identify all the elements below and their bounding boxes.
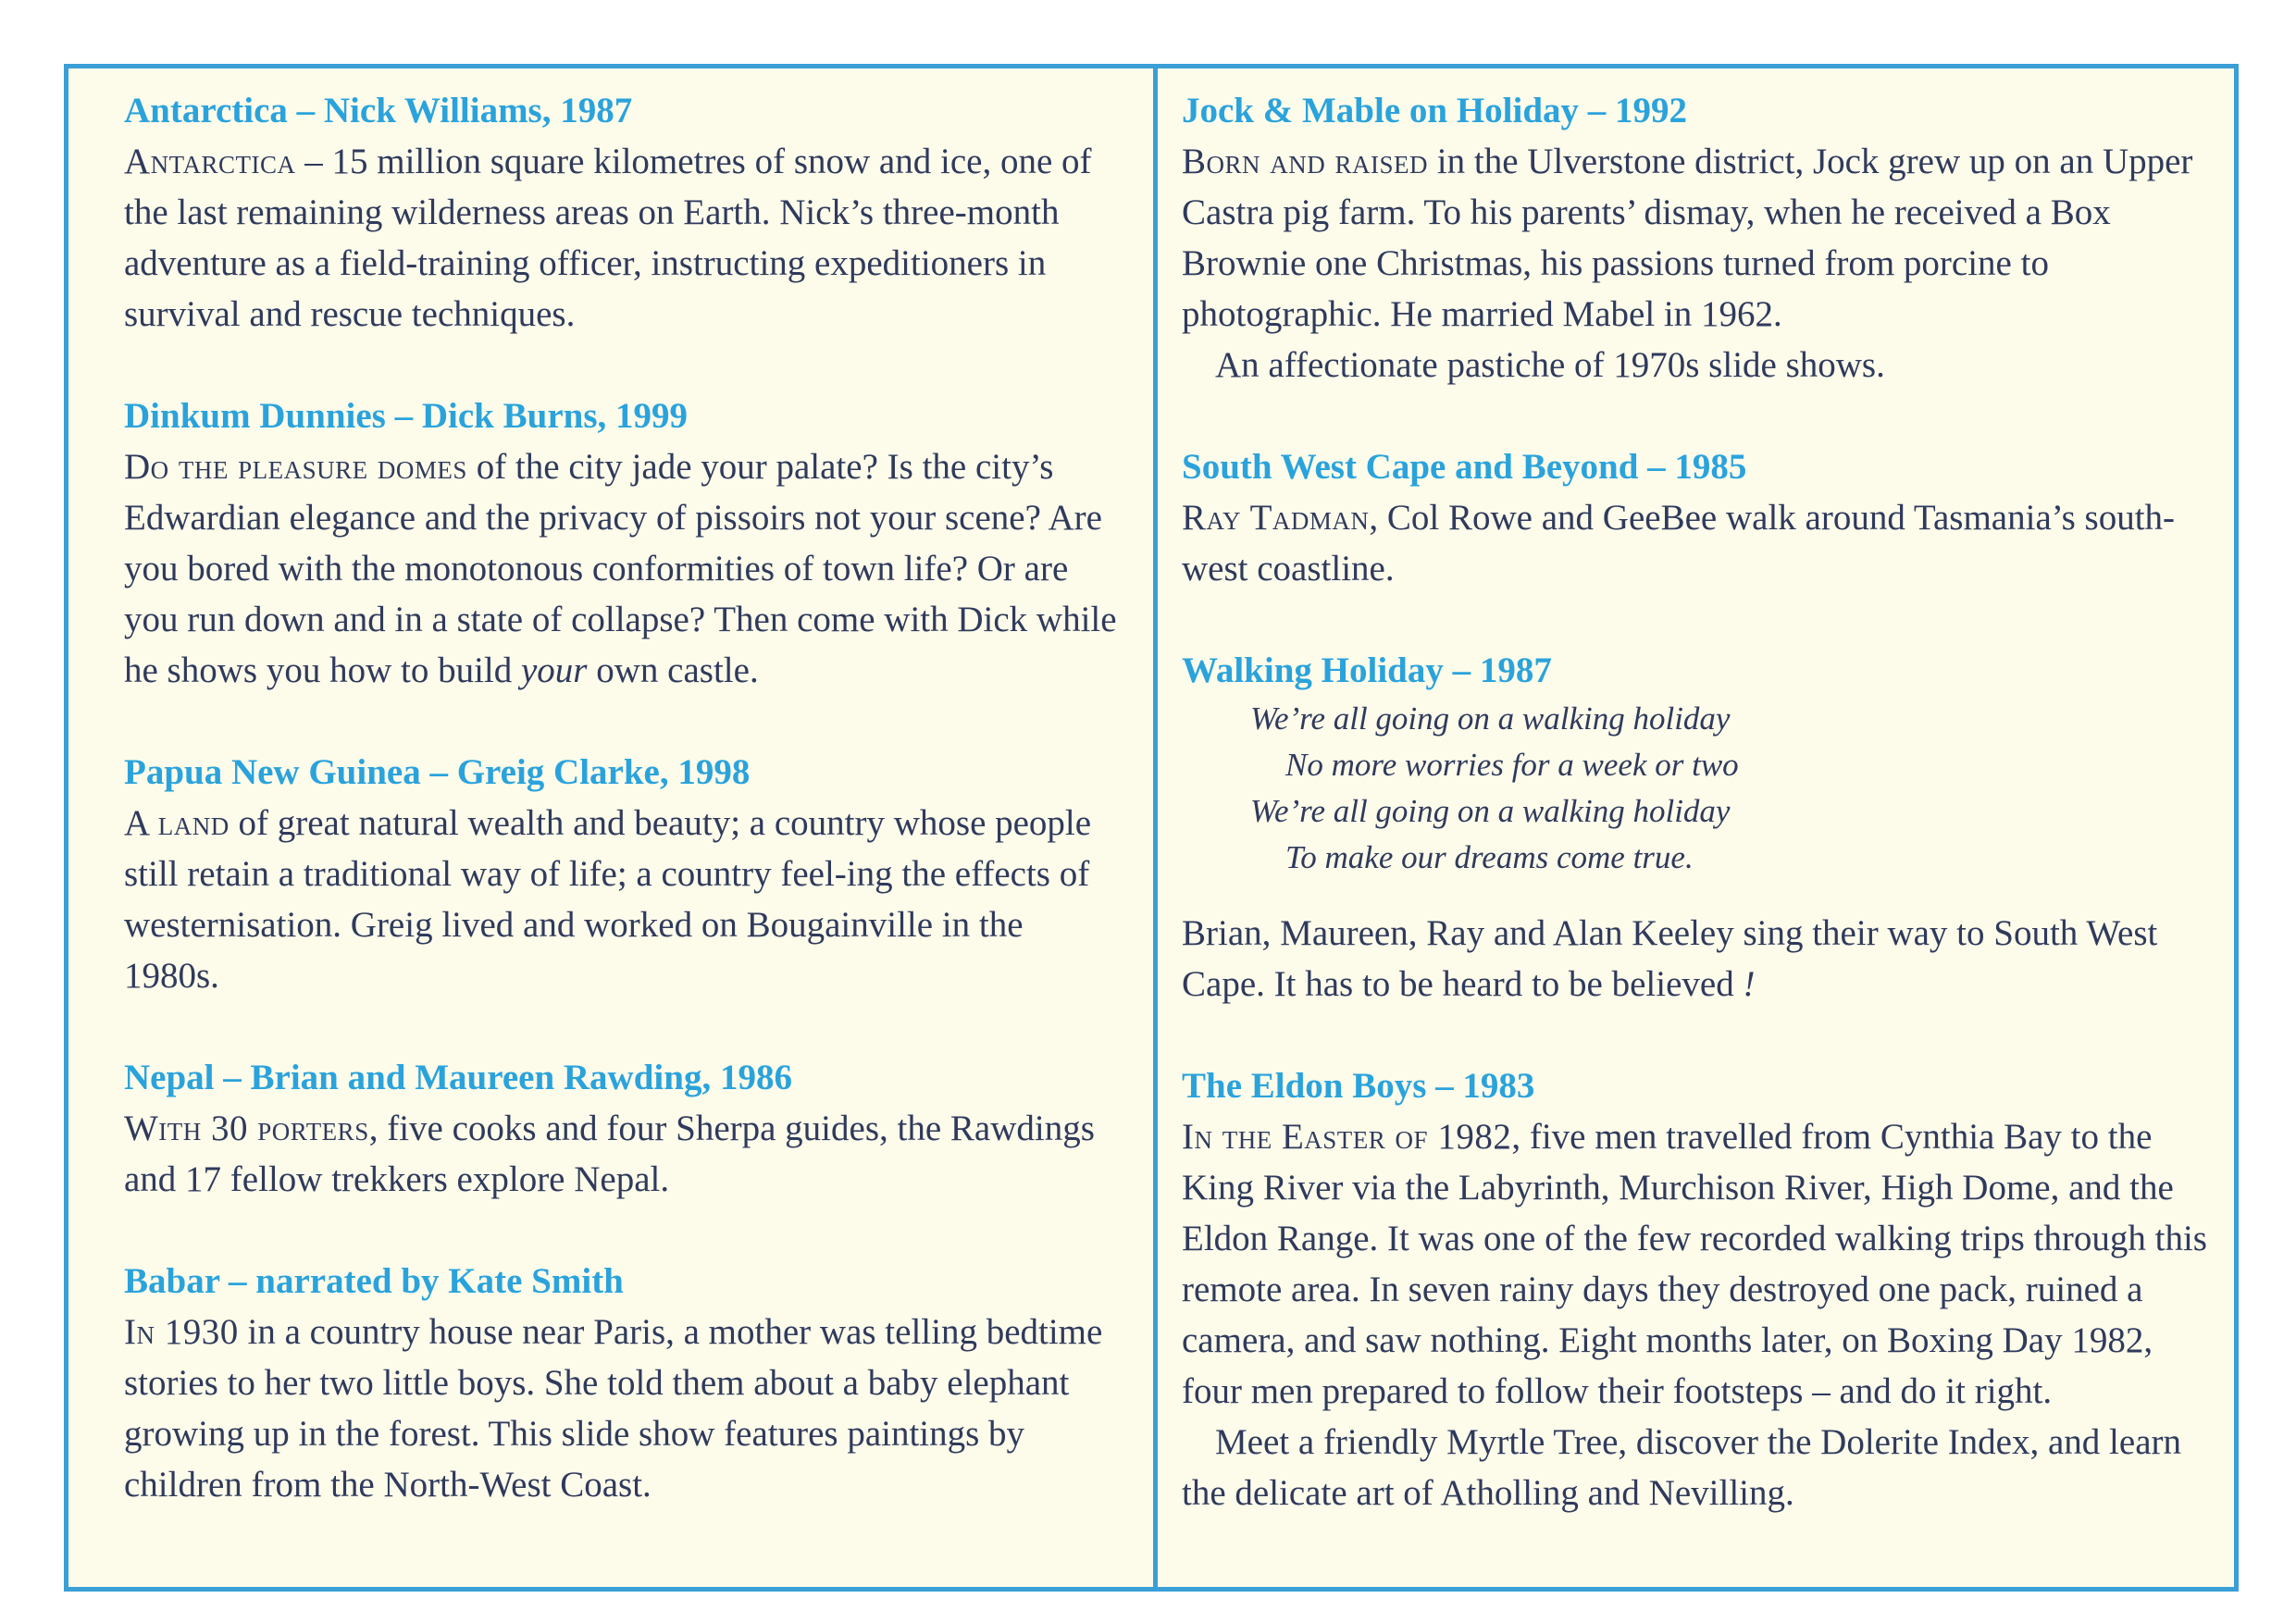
entry-jock-mable: [1182, 85, 2209, 390]
entry-description: [124, 1103, 1123, 1205]
description-text: , five cooks and four Sherpa guides, the Rawdings and 17 fellow trekkers explore Nepal.: [124, 1109, 1095, 1199]
description-text: , five men travelled from Cynthia Bay to the King River via the Labyrinth, Murchison River, High Dome, and the Eldon Range. It was one of the few recorded walking trips through this remote area. In seven rainy days they destroyed one pack, ruined a camera, and saw nothing. Eight months later, on Boxing Day 1982, four men prepared to follow their footsteps – and do it right.: [1182, 1117, 2207, 1411]
entry-description: [124, 1307, 1123, 1510]
entry-title: Walking Holiday – 1987: [1182, 650, 1552, 690]
description-tail: own castle.: [587, 650, 759, 690]
entry-antarctica: [124, 85, 1123, 340]
entry-description-paragraph-2: An affectionate pastiche of 1970s slide shows.: [1215, 345, 1885, 385]
program-frame: [64, 64, 2239, 1592]
entry-title: The Eldon Boys – 1983: [1182, 1066, 1535, 1106]
entry-south-west-cape: [1182, 441, 2209, 594]
lead-in: Ray Tadman: [1182, 498, 1370, 538]
lead-in: Born and raised: [1182, 142, 1429, 181]
entry-nepal: [124, 1052, 1123, 1205]
lead-in: Antarctica: [124, 142, 296, 181]
entry-dinkum-dunnies: [124, 390, 1123, 696]
entry-description: [124, 136, 1123, 340]
entry-papua-new-guinea: [124, 747, 1123, 1001]
right-column: [1182, 85, 2209, 1518]
entry-description: [1182, 492, 2209, 594]
description-text: in the Ulverstone district, Jock grew up on an Upper Castra pig farm. To his parents’ dismay, when he received a Box Brownie one Christmas, his passions turned from porcine to photographic. He married Mabel in 1962.: [1182, 142, 2193, 334]
entry-title: Antarctica – Nick Williams, 1987: [124, 91, 633, 130]
entry-walking-holiday: [1182, 645, 2209, 1010]
verse-line: We’re all going on a walking holiday: [1250, 700, 1731, 737]
emphasis-text: !: [1743, 964, 1756, 1004]
entry-eldon-boys: [1182, 1060, 2209, 1518]
description-text: Brian, Maureen, Ray and Alan Keeley sing their way to South West Cape. It has to be heard to be believed: [1182, 913, 2158, 1004]
description-text: in a country house near Paris, a mother was telling bedtime stories to her two little boys. She told them about a baby elephant growing up in the forest. This slide show features paintings by children from the North-West Coast.: [124, 1312, 1103, 1505]
description-text: of great natural wealth and beauty; a country whose people still retain a traditional way of life; a country feel-ing the effects of westernisation. Greig lived and worked on Bougainville in the 1980s.: [124, 803, 1092, 996]
entry-title: Dinkum Dunnies – Dick Burns, 1999: [124, 396, 688, 436]
entry-description: [1182, 908, 2209, 1010]
entry-title: Nepal – Brian and Maureen Rawding, 1986: [124, 1058, 792, 1097]
lead-in: In 1930: [124, 1312, 239, 1352]
description-text: of the city jade your palate? Is the city’s Edwardian elegance and the privacy of pissoirs not your scene? Are you bored with the monotonous conformities of town life? Or are you run down and in a state of collapse? Then come with Dick while he shows you how to build: [124, 447, 1117, 690]
lead-in: In the Easter of 1982: [1182, 1117, 1512, 1157]
entry-babar: [124, 1256, 1123, 1510]
entry-title: Jock & Mable on Holiday – 1992: [1182, 91, 1688, 130]
left-column: [124, 85, 1123, 1510]
lead-in: With 30 porters: [124, 1109, 369, 1148]
emphasis-text: your: [521, 650, 588, 690]
entry-description: [1182, 136, 2209, 340]
entry-title: Babar – narrated by Kate Smith: [124, 1261, 624, 1301]
description-text: , Col Rowe and GeeBee walk around Tasmania’s south-west coastline.: [1182, 498, 2176, 588]
verse-line: To make our dreams come true.: [1285, 839, 1694, 875]
entry-description: [124, 441, 1123, 696]
entry-description-paragraph-2: Meet a friendly Myrtle Tree, discover the Dolerite Index, and learn the delicate art of Atholling and Nevilling.: [1182, 1422, 2181, 1513]
lead-in: Do the pleasure domes: [124, 447, 467, 487]
entry-description: [124, 798, 1123, 1001]
verse-line: We’re all going on a walking holiday: [1250, 793, 1731, 829]
lead-in: A land: [124, 803, 230, 843]
description-text: – 15 million square kilometres of snow and ice, one of the last remaining wilderness areas on Earth. Nick’s three-month adventure as a field-training officer, instructing expeditioners in survival and rescue techniques.: [124, 142, 1092, 334]
entry-title: South West Cape and Beyond – 1985: [1182, 447, 1747, 487]
entry-description: [1182, 1111, 2209, 1417]
column-divider: [1153, 68, 1158, 1587]
song-verse: [1182, 696, 2209, 881]
entry-title: Papua New Guinea – Greig Clarke, 1998: [124, 752, 751, 792]
verse-line: No more worries for a week or two: [1285, 747, 1739, 783]
